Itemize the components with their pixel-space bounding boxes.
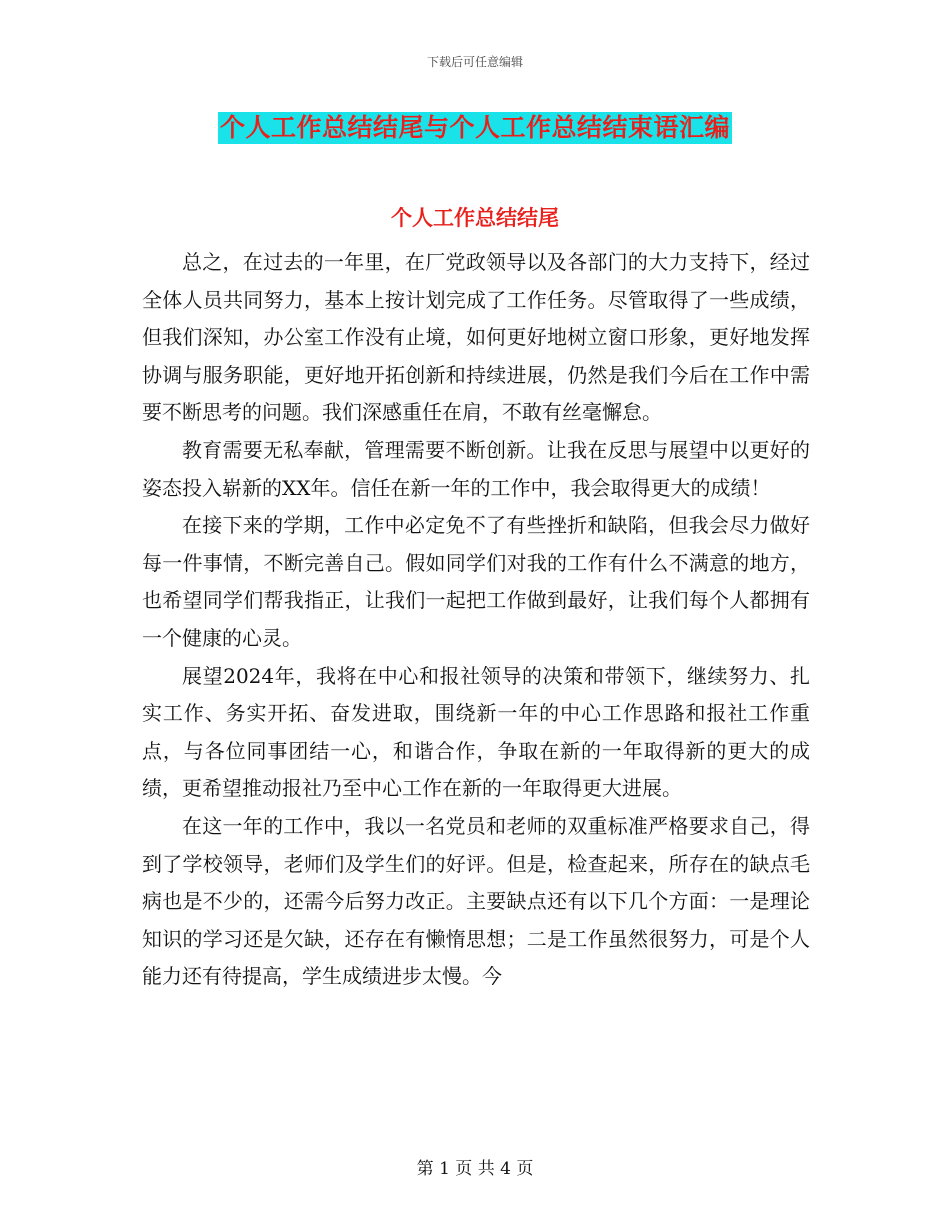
title-container <box>0 112 950 144</box>
paragraph-4: 展望2024年，我将在中心和报社领导的决策和带领下，继续努力、扎实工作、务实开拓、奋发进取，围绕新一年的中心工作思路和报社工作重点，与各位同事团结一心，和谐合作，争取在新的一年取得新的更大的成绩，更希望推动报社乃至中心工作在新的一年取得更大进展。 <box>142 663 810 801</box>
page-footer: 第 1 页 共 4 页 <box>416 1159 534 1179</box>
document-body <box>142 244 810 996</box>
document-title: 个人工作总结结尾与个人工作总结结束语汇编 <box>219 113 730 142</box>
section-title: 个人工作总结结尾 <box>391 205 559 230</box>
paragraph-1: 总之，在过去的一年里，在厂党政领导以及各部门的大力支持下，经过全体人员共同努力，基本上按计划完成了工作任务。尽管取得了一些成绩，但我们深知，办公室工作没有止境，如何更好地树立窗口形象，更好地发挥协调与服务职能，更好地开拓创新和持续进展，仍然是我们今后在工作中需要不断思考的问题。我们深感重任在肩，不敢有丝毫懈怠。 <box>142 250 810 425</box>
paragraph-5: 在这一年的工作中，我以一名党员和老师的双重标准严格要求自己，得到了学校领导，老师们及学生们的好评。但是，检查起来，所存在的缺点毛病也是不少的，还需今后努力改正。主要缺点还有以下几个方面：一是理论知识的学习还是欠缺，还存在有懒惰思想；二是工作虽然很努力，可是个人能力还有待提高，学生成绩进步太慢。今 <box>142 813 810 989</box>
page-header: 下载后可任意编辑 <box>426 55 523 69</box>
paragraph-2: 教育需要无私奉献，管理需要不断创新。让我在反思与展望中以更好的姿态投入崭新的XX年。信任在新一年的工作中，我会取得更大的成绩！ <box>142 437 810 500</box>
paragraph-3: 在接下来的学期，工作中必定免不了有些挫折和缺陷，但我会尽力做好每一件事情，不断完善自己。假如同学们对我的工作有什么不满意的地方，也希望同学们帮我指正，让我们一起把工作做到最好，让我们每个人都拥有一个健康的心灵。 <box>142 513 810 650</box>
